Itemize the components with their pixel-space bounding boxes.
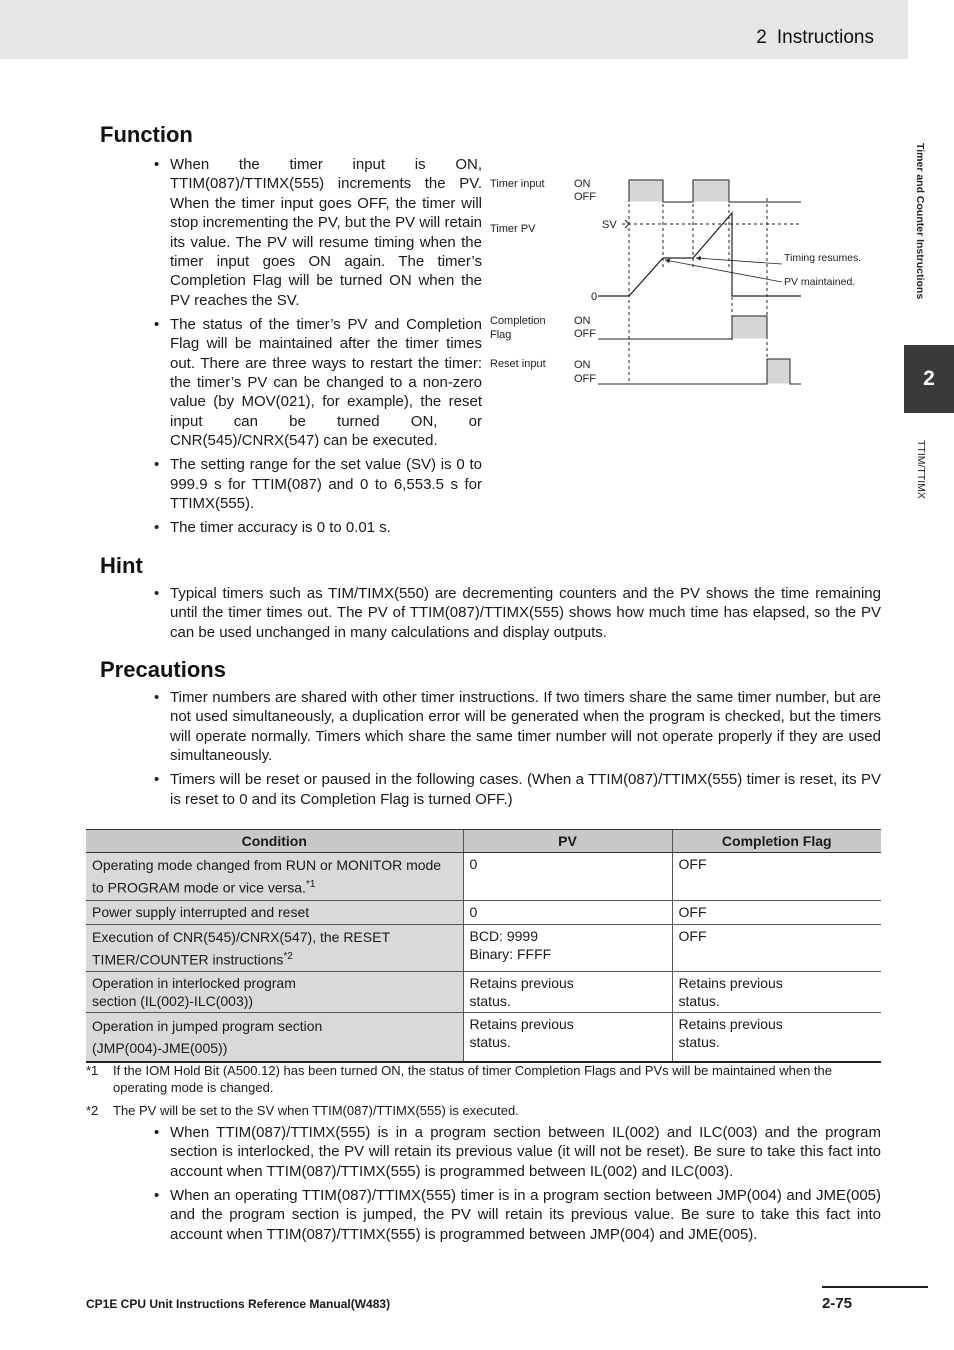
function-bullet: • The timer accuracy is 0 to 0.01 s.: [154, 518, 482, 537]
condition-text: Execution of CNR(545)/CNRX(547), the RESET TIMER/COUNTER instructions: [92, 928, 390, 968]
footer-rule: [822, 1286, 928, 1288]
precautions-bullet: • When an operating TTIM(087)/TTIMX(555) timer is in a program section between JMP(004) and JME(005) and the program section is jumped, the PV will retain its previous value. Be sure to take this fact into account when TTIM(087)/TTIMX(555) is programmed between JMP(004) and JME(005).: [154, 1186, 881, 1244]
label-off: OFF: [574, 328, 596, 340]
label-reset-input: Reset input: [490, 358, 546, 370]
table-cell-flag: OFF: [672, 924, 881, 972]
table-header-pv: PV: [463, 830, 672, 853]
table-header-row: [86, 830, 881, 853]
side-section-title: Timer and Counter Instructions: [914, 143, 926, 300]
label-off: OFF: [574, 373, 596, 385]
table-header-completion-flag: Completion Flag: [672, 830, 881, 853]
precautions-bullet: • Timer numbers are shared with other timer instructions. If two timers share the same timer number, but are not used simultaneously, a duplication error will be generated when the program is checked, but the timers will operate normally. Timers which share the same timer number will not operate properly if they are used simultaneously.: [154, 688, 881, 766]
table-cell-condition: Operation in interlocked program section (IL(002)-ILC(003)): [86, 972, 463, 1013]
function-bullet: • When the timer input is ON, TTIM(087)/TTIMX(555) increments the PV. When the timer input goes OFF, the timer will stop incrementing the PV, but the PV will retain its value. The PV will resume timing when the timer input goes ON again. The timer’s Completion Flag will be turned ON when the PV reaches the SV.: [154, 155, 482, 310]
precautions-bullet-list-2: [154, 1123, 881, 1248]
hint-bullet: • Typical timers such as TIM/TIMX(550) are decrementing counters and the PV shows the time remaining until the timer times out. The PV of TTIM(087)/TTIMX(555) shows how much time has elapsed, so the PV can be used unchanged in many calculations and display outputs.: [154, 584, 881, 642]
header-chapter-title: Instructions: [776, 27, 874, 48]
footnote: [86, 1102, 882, 1119]
precautions-bullet-list: [154, 688, 881, 813]
label-completion-flag-2: Flag: [490, 329, 512, 341]
function-heading: Function: [100, 122, 193, 147]
table-cell-pv: 0: [463, 900, 672, 924]
function-bullet: • The status of the timer’s PV and Completion Flag will be maintained after the timer times out. There are three ways to restart the timer: the timer’s PV can be changed to a non-zero value (by MOV(021), for example), the reset input can be turned ON, or CNR(545)/CNRX(547) can be executed.: [154, 315, 482, 451]
annotation-pv-maintained: PV maintained.: [784, 276, 856, 288]
label-on: ON: [574, 178, 591, 190]
hint-heading: Hint: [100, 553, 143, 578]
footnote: [86, 1062, 882, 1096]
table-cell-pv: Retains previous status.: [463, 972, 672, 1013]
header-title: [756, 27, 874, 49]
table-cell-condition: [86, 924, 463, 972]
precautions-bullet: • Timers will be reset or paused in the following cases. (When a TTIM(087)/TTIMX(555) timer is reset, its PV is reset to 0 and its Completion Flag is turned OFF.): [154, 770, 881, 809]
hint-bullet-list: [154, 584, 881, 647]
table-cell-flag: OFF: [672, 900, 881, 924]
function-bullet-list: [154, 155, 482, 542]
sv-marker-icon: [625, 220, 629, 228]
label-timer-pv: Timer PV: [490, 223, 536, 235]
header-chapter-number: 2: [756, 27, 767, 48]
label-completion-flag: Completion: [490, 315, 546, 327]
precautions-bullet: • When TTIM(087)/TTIMX(555) is in a program section between IL(002) and ILC(003) and the program section is interlocked, the PV will retain its previous value (it will not be reset). Be sure to take this fact into account when TTIM(087)/TTIMX(555) is programmed between IL(002) and ILC(003).: [154, 1123, 881, 1181]
table-cell-flag: Retains previous status.: [672, 1013, 881, 1063]
pv-binary: Binary: FFFF: [469, 945, 552, 962]
table-cell-flag: OFF: [672, 853, 881, 901]
label-zero: 0: [591, 291, 598, 303]
footnote-ref: *2: [283, 950, 293, 962]
table-row: [86, 853, 881, 901]
page-number: 2-75: [822, 1295, 853, 1312]
reset-conditions-table: [86, 829, 881, 1063]
condition-text: Operating mode changed from RUN or MONITOR mode to PROGRAM mode or vice versa.: [92, 857, 442, 896]
table-cell-flag: Retains previous status.: [672, 972, 881, 1013]
table-row: [86, 1013, 881, 1063]
label-sv: SV: [602, 219, 617, 231]
side-instruction-name: TTIM/TTIMX: [915, 440, 927, 499]
table-cell-pv: Retains previous status.: [463, 1013, 672, 1063]
label-on: ON: [574, 359, 591, 371]
table-cell-condition: Operation in jumped program section (JMP(004)-JME(005)): [86, 1013, 463, 1063]
table-cell-condition: Power supply interrupted and reset: [86, 900, 463, 924]
label-off: OFF: [574, 191, 596, 203]
footnote-mark: *2: [86, 1103, 99, 1118]
chapter-tab[interactable]: 2: [904, 345, 954, 413]
footnote-text: If the IOM Hold Bit (A500.12) has been turned ON, the status of timer Completion Flags and PVs will be maintained when the operating mode is changed.: [113, 1063, 832, 1095]
table-cell-condition: [86, 853, 463, 901]
pv-bcd: BCD: 9999: [469, 927, 538, 944]
timing-guides: [629, 180, 767, 384]
table-cell-pv: 0: [463, 853, 672, 901]
timing-diagram: [488, 168, 878, 398]
label-timer-input: Timer input: [490, 178, 545, 190]
annotation-timing-resumes: Timing resumes.: [784, 252, 862, 264]
table-row: [86, 972, 881, 1013]
function-bullet: • The setting range for the set value (SV) is 0 to 999.9 s for TTIM(087) and 0 to 6,553.5 s for TTIMX(555).: [154, 455, 482, 513]
precautions-heading: Precautions: [100, 657, 226, 682]
timer-pv-waveform: [598, 213, 801, 296]
table-header-condition: Condition: [86, 830, 463, 853]
footnote-mark: *1: [86, 1063, 99, 1078]
footnote-text: The PV will be set to the SV when TTIM(087)/TTIMX(555) is executed.: [113, 1103, 519, 1118]
footnote-ref: *1: [305, 879, 316, 890]
table-row: [86, 900, 881, 924]
label-on: ON: [574, 315, 591, 327]
table-cell-pv: [463, 924, 672, 972]
table-row: [86, 924, 881, 972]
footer-manual-title: CP1E CPU Unit Instructions Reference Manual(W483): [86, 1297, 391, 1311]
